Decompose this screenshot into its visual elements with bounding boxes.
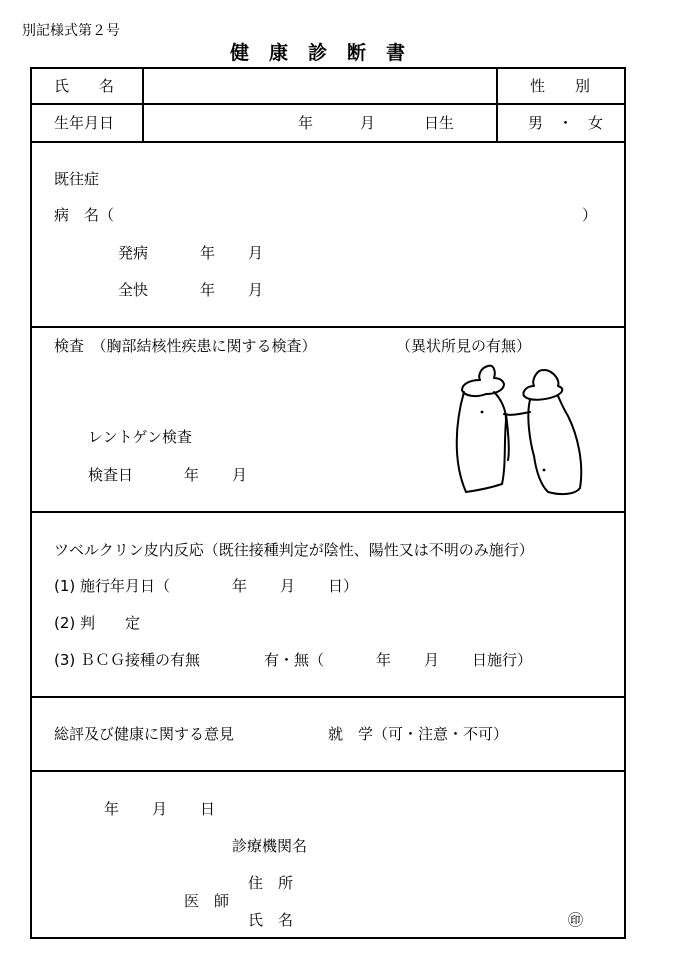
opinion-bottom: [30, 770, 626, 772]
tuberculin-date-label: (1) 施行年月日（: [54, 577, 171, 595]
tuberculin-bottom: [30, 696, 626, 698]
dob-month-label: 月: [360, 114, 376, 132]
exam-month: 月: [232, 466, 248, 484]
onset-label: 発病: [118, 244, 149, 262]
onset-year: 年: [200, 244, 216, 262]
judgement-label: (2) 判 定: [54, 614, 141, 632]
school-attendance[interactable]: 就 学（可・注意・不可）: [328, 725, 509, 743]
exam-heading: 検査 （胸部結核性疾患に関する検査）: [54, 337, 317, 355]
frame-left: [30, 67, 32, 939]
sex-divider: [496, 67, 498, 143]
tuberculin-day: 日）: [328, 577, 359, 595]
frame-bottom: [30, 937, 626, 939]
bcg-yes-no[interactable]: 有・無（: [264, 651, 325, 669]
history-bottom: [30, 326, 626, 328]
tuberculin-month: 月: [280, 577, 296, 595]
recovery-month: 月: [248, 281, 264, 299]
label-divider: [142, 67, 144, 143]
recovery-year: 年: [200, 281, 216, 299]
abnormal-findings: （異状所見の有無）: [396, 337, 532, 355]
frame-top: [30, 67, 626, 69]
disease-field[interactable]: [124, 204, 580, 226]
name-field[interactable]: [146, 70, 494, 102]
disease-label: 病 名（: [54, 206, 115, 224]
exam-year: 年: [184, 466, 200, 484]
institution-label: 診療機関名: [232, 837, 308, 855]
row1-bottom: [30, 103, 626, 105]
onset-month: 月: [248, 244, 264, 262]
frame-right: [624, 67, 626, 939]
xray-label: レントゲン検査: [88, 428, 193, 446]
tuberculin-heading: ツベルクリン皮内反応（既往接種判定が陰性、陽性又は不明のみ施行）: [54, 541, 534, 559]
exam-bottom: [30, 511, 626, 513]
form-title: 健康診断書: [230, 42, 426, 64]
tuberculin-year: 年: [232, 577, 248, 595]
sex-options[interactable]: 男 ・ 女: [528, 114, 604, 132]
form-code: 別記様式第２号: [22, 23, 120, 39]
dob-day-label: 日生: [424, 114, 455, 132]
disease-close: ）: [582, 206, 598, 224]
dob-year-label: 年: [298, 114, 314, 132]
sex-label: 性 別: [530, 77, 591, 95]
doctor-name-label: 氏 名: [248, 911, 294, 929]
row2-bottom: [30, 141, 626, 143]
opinion-heading: 総評及び健康に関する意見: [54, 725, 235, 743]
exam-date-label: 検査日: [88, 466, 134, 484]
lung-sketch: [450, 360, 590, 506]
bcg-year: 年: [376, 651, 392, 669]
name-label: 氏 名: [54, 77, 115, 95]
address-label: 住 所: [248, 874, 294, 892]
seal-mark: ㊞: [568, 911, 584, 929]
bcg-day: 日施行）: [472, 651, 533, 669]
recovery-label: 全快: [118, 281, 149, 299]
history-heading: 既往症: [54, 170, 100, 188]
bcg-month: 月: [424, 651, 440, 669]
bcg-label: (3) ＢＣＧ接種の有無: [54, 651, 201, 669]
sign-year: 年: [104, 800, 120, 818]
sign-month: 月: [152, 800, 168, 818]
dob-label: 生年月日: [54, 114, 115, 132]
doctor-label: 医 師: [184, 892, 230, 910]
sign-day: 日: [200, 800, 216, 818]
